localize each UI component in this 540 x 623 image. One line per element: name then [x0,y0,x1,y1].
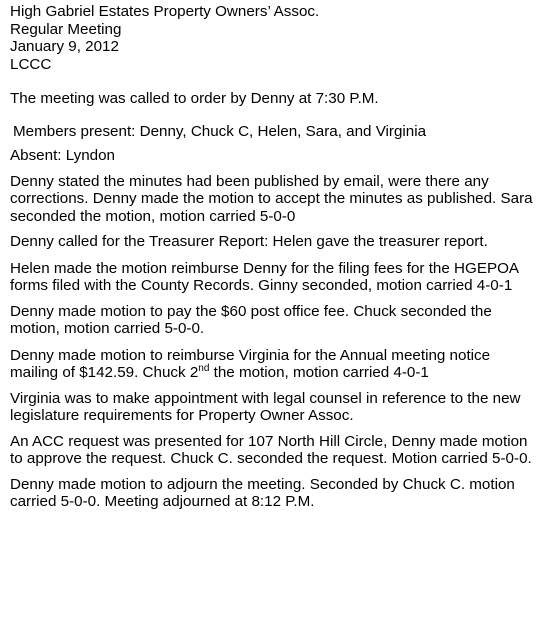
reimburse-text-before: Denny made motion to reimburse Virginia for the Annual meeting notice mailing of $142.59. Chuck 2 [10,346,491,381]
document-header [10,3,536,73]
reimburse-virginia-motion [10,347,536,382]
minutes-document [10,3,536,511]
members-absent: Absent: Lyndon [10,147,115,164]
meeting-date: January 9, 2012 [10,38,119,55]
organization-name: High Gabriel Estates Property Owners’ Assoc. [10,3,320,20]
legal-counsel-note: Virginia was to make appointment with legal counsel in reference to the new legislature requirements for Property Owner Assoc. [10,389,521,424]
treasurer-report: Denny called for the Treasurer Report: Helen gave the treasurer report. [10,233,488,250]
ordinal-suffix: nd [198,362,210,374]
adjourn-motion: Denny made motion to adjourn the meeting. Seconded by Chuck C. motion carried 5-0-0. Meeting adjourned at 8:12 P.M. [10,475,515,510]
filing-fees-motion: Helen made the motion reimburse Denny for the filing fees for the HGEPOA forms filed with the County Records. Ginny seconded, motion carried 4-0-1 [10,259,519,294]
acc-request-motion: An ACC request was presented for 107 North Hill Circle, Denny made motion to approve the request. Chuck C. seconded the request. Motion carried 5-0-0. [10,432,532,467]
post-office-fee-motion: Denny made motion to pay the $60 post office fee. Chuck seconded the motion, motion carried 5-0-0. [10,302,492,337]
reimburse-text-after: the motion, motion carried 4-0-1 [209,364,429,381]
call-to-order: The meeting was called to order by Denny at 7:30 P.M. [10,90,379,107]
meeting-location: LCCC [10,55,52,73]
members-present: Members present: Denny, Chuck C, Helen, Sara, and Virginia [13,122,427,140]
prior-minutes-motion: Denny stated the minutes had been published by email, were there any corrections. Denny made the motion to accept the minutes as published. Sara seconded the motion, motion carried 5-0-0 [10,172,533,225]
meeting-type: Regular Meeting [10,20,122,38]
